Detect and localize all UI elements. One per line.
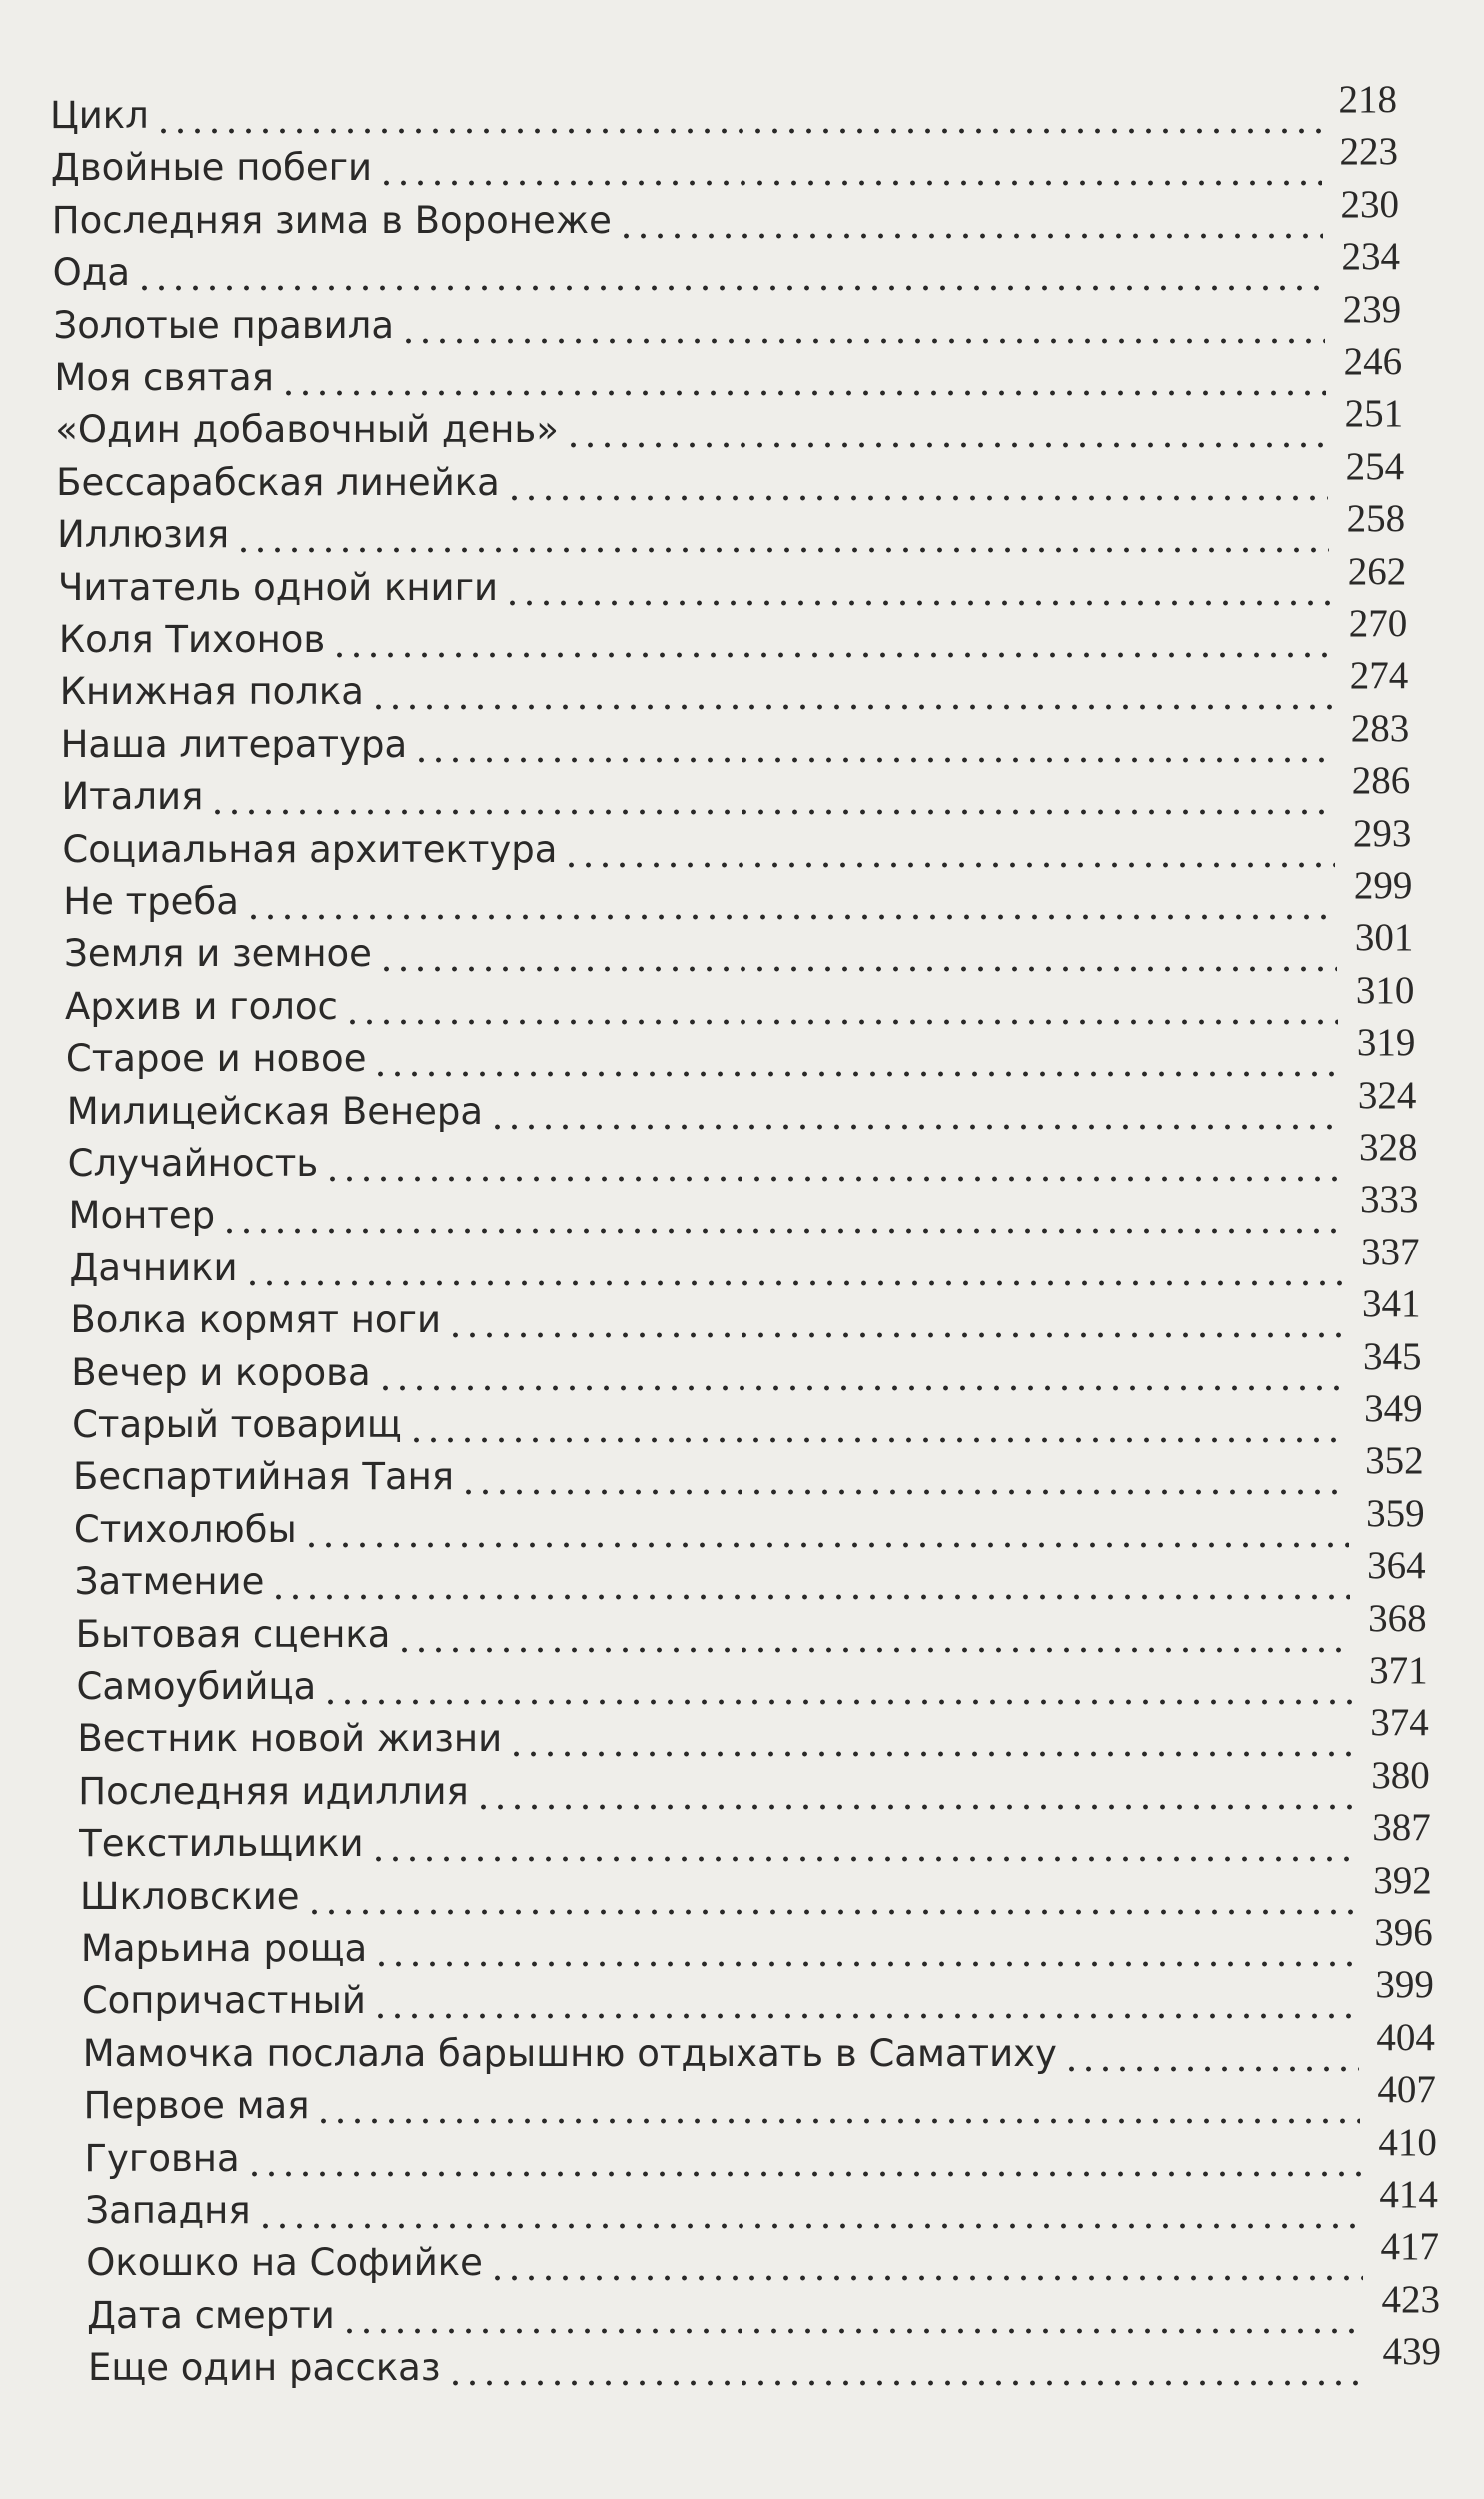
toc-entry-title: Вестник новой жизни	[77, 1717, 508, 1761]
toc-entry-page-number: 359	[1366, 1491, 1425, 1535]
toc-entry-title: Еще один рассказ	[88, 2346, 447, 2390]
toc-entry-page-number: 274	[1349, 654, 1409, 698]
toc-entry	[76, 1597, 1427, 1657]
toc-entry-title: Западня	[85, 2189, 256, 2233]
toc-entry	[88, 2330, 1441, 2390]
toc-entry-title: Последняя идиллия	[78, 1770, 475, 1814]
toc-entry	[84, 2121, 1436, 2181]
toc-entry-title: Первое мая	[84, 2084, 316, 2128]
toc-entry	[78, 1754, 1429, 1814]
toc-entry	[66, 1021, 1416, 1081]
toc-entry-page-number: 251	[1344, 392, 1404, 436]
toc-entry-page-number: 396	[1374, 1911, 1433, 1954]
toc-entry-page-number: 410	[1378, 2120, 1437, 2164]
toc-entry	[51, 130, 1398, 190]
toc-entry	[55, 392, 1403, 452]
toc-entry	[67, 1074, 1417, 1134]
toc-entry-title: Двойные побеги	[51, 146, 378, 190]
toc-entry-title: Дата смерти	[87, 2294, 341, 2338]
toc-entry-title: Гуговна	[84, 2137, 245, 2181]
toc-entry	[74, 1492, 1425, 1552]
toc-entry-title: Затмение	[75, 1560, 271, 1604]
toc-entry	[57, 497, 1405, 557]
toc-entry	[83, 2016, 1435, 2076]
toc-entry-page-number: 352	[1365, 1439, 1424, 1483]
toc-entry-title: Книжная полка	[60, 670, 370, 714]
toc-entry-title: Самоубийца	[77, 1665, 323, 1709]
toc-entry	[54, 340, 1402, 400]
toc-entry-title: Волка кормят ноги	[70, 1298, 447, 1342]
toc-entry-page-number: 333	[1359, 1178, 1419, 1222]
toc-entry-title: Мамочка послала барышню отдыхать в Саматиху	[83, 2032, 1063, 2076]
toc-entry-page-number: 392	[1373, 1858, 1432, 1902]
toc-entry-page-number: 301	[1354, 916, 1414, 960]
toc-entry	[80, 1859, 1432, 1919]
toc-entry-page-number: 239	[1342, 287, 1402, 331]
toc-entry-page-number: 345	[1363, 1334, 1422, 1378]
toc-entry-page-number: 349	[1364, 1387, 1423, 1430]
toc-entry-title: Земля и земное	[64, 932, 378, 976]
toc-entry	[81, 1911, 1433, 1971]
toc-entry	[60, 654, 1409, 714]
toc-entry-title: Читатель одной книги	[58, 566, 504, 610]
toc-entry-page-number: 246	[1343, 340, 1403, 383]
toc-entry-page-number: 328	[1358, 1126, 1418, 1169]
toc-entry-title: Милицейская Венера	[67, 1090, 489, 1134]
toc-entry-title: Старое и новое	[66, 1037, 373, 1081]
toc-entry	[73, 1439, 1424, 1499]
toc-entry	[75, 1544, 1426, 1604]
toc-entry-title: Стихолюбы	[74, 1508, 303, 1552]
toc-entry	[69, 1231, 1419, 1290]
toc-entry	[69, 1178, 1419, 1238]
toc-entry-title: Текстильщики	[79, 1822, 369, 1866]
toc-entry-title: Иллюзия	[57, 513, 235, 557]
toc-entry	[85, 2173, 1438, 2233]
toc-entry	[56, 445, 1404, 505]
toc-entry-title: Наша литература	[61, 723, 414, 767]
toc-entry-page-number: 254	[1345, 444, 1405, 488]
toc-entry-page-number: 234	[1341, 235, 1401, 279]
toc-entry-title: Окошко на Софийке	[86, 2241, 489, 2285]
toc-entry-title: Вечер и корова	[71, 1351, 376, 1395]
toc-entry-page-number: 270	[1348, 602, 1408, 645]
toc-entry-title: Не треба	[63, 880, 245, 924]
toc-entry-page-number: 368	[1368, 1596, 1427, 1640]
toc-entry-title: Италия	[61, 775, 209, 819]
toc-entry	[79, 1806, 1431, 1866]
toc-entry-title: Беспартийная Таня	[73, 1455, 460, 1499]
toc-entry	[61, 759, 1410, 819]
toc-entry-page-number: 404	[1376, 2015, 1435, 2059]
toc-entry-page-number: 218	[1338, 78, 1397, 121]
toc-entry	[77, 1649, 1428, 1709]
toc-entry	[63, 864, 1412, 924]
toc-entry-page-number: 439	[1382, 2330, 1441, 2374]
toc-entry	[54, 288, 1402, 348]
toc-entry-page-number: 258	[1346, 497, 1406, 541]
toc-entry-page-number: 380	[1371, 1753, 1430, 1797]
toc-entry-title: Последняя зима в Воронеже	[52, 199, 618, 243]
toc-entry-page-number: 324	[1357, 1073, 1417, 1117]
toc-entry-leader-line	[88, 2346, 1365, 2390]
toc-entry-page-number: 371	[1369, 1649, 1428, 1692]
toc-entry-title: Шкловские	[80, 1875, 306, 1919]
toc-entry-title: Бытовая сценка	[76, 1613, 397, 1657]
toc-entry	[82, 1963, 1434, 2023]
toc-entry-title: Моя святая	[54, 356, 279, 400]
toc-entry-title: Бессарабская линейка	[56, 461, 506, 505]
toc-entry-page-number: 374	[1370, 1701, 1429, 1745]
toc-entry-page-number: 319	[1356, 1021, 1416, 1065]
toc-dot-leader	[447, 2346, 1365, 2390]
toc-entry-title: Дачники	[69, 1247, 243, 1290]
toc-entry	[59, 602, 1407, 662]
toc-entry-title: Ода	[53, 251, 136, 295]
toc-entry	[52, 183, 1399, 243]
toc-entry-page-number: 230	[1340, 182, 1400, 226]
toc-entry-page-number: 286	[1351, 759, 1411, 803]
toc-entry-page-number: 387	[1372, 1806, 1431, 1850]
toc-entry-title: Монтер	[69, 1194, 222, 1238]
toc-entry-title: Золотые правила	[54, 304, 400, 348]
toc-entry-page-number: 423	[1381, 2277, 1440, 2321]
toc-entry-page-number: 310	[1355, 968, 1415, 1012]
toc-entry	[50, 78, 1397, 138]
toc-entry	[71, 1335, 1421, 1395]
toc-entry-title: Марьина роща	[81, 1927, 373, 1971]
toc-entry-page-number: 364	[1367, 1544, 1426, 1588]
toc-entry	[61, 707, 1410, 767]
toc-entry-page-number: 337	[1361, 1230, 1420, 1273]
toc-entry-title: «Один добавочный день»	[55, 408, 565, 452]
toc-entry-page-number: 283	[1350, 706, 1410, 750]
toc-entry-title: Социальная архитектура	[62, 828, 563, 872]
toc-entry-title: Сопричастный	[82, 1979, 372, 2023]
toc-entry	[87, 2278, 1440, 2338]
toc-entry	[65, 969, 1414, 1029]
toc-entry	[72, 1387, 1422, 1447]
toc-entry	[64, 916, 1413, 976]
toc-entry-title: Случайность	[68, 1142, 325, 1186]
toc-entry	[53, 235, 1400, 295]
toc-entry-title: Старый товарищ	[72, 1403, 408, 1447]
toc-entry-page-number: 262	[1347, 549, 1407, 593]
toc-entry-page-number: 417	[1380, 2225, 1439, 2269]
toc-entry	[84, 2068, 1436, 2128]
toc-entry-page-number: 299	[1353, 864, 1413, 907]
toc-entry-page-number: 341	[1362, 1282, 1421, 1326]
toc-entry-page-number: 399	[1375, 1963, 1434, 2007]
toc-entry-page-number: 293	[1352, 811, 1412, 855]
toc-entry	[70, 1282, 1420, 1342]
toc-entry-page-number: 407	[1377, 2068, 1436, 2112]
toc-entry	[77, 1701, 1428, 1761]
toc-entry-page-number: 414	[1379, 2173, 1438, 2216]
toc-entry	[68, 1126, 1418, 1186]
toc-entry-title: Цикл	[50, 94, 155, 138]
toc-entry-page-number: 223	[1339, 130, 1398, 174]
toc-entry	[86, 2225, 1439, 2285]
toc-entry	[58, 550, 1406, 610]
toc-entry	[62, 812, 1411, 872]
toc-entry-title: Коля Тихонов	[59, 618, 331, 662]
toc-entry-title: Архив и голос	[65, 985, 344, 1029]
